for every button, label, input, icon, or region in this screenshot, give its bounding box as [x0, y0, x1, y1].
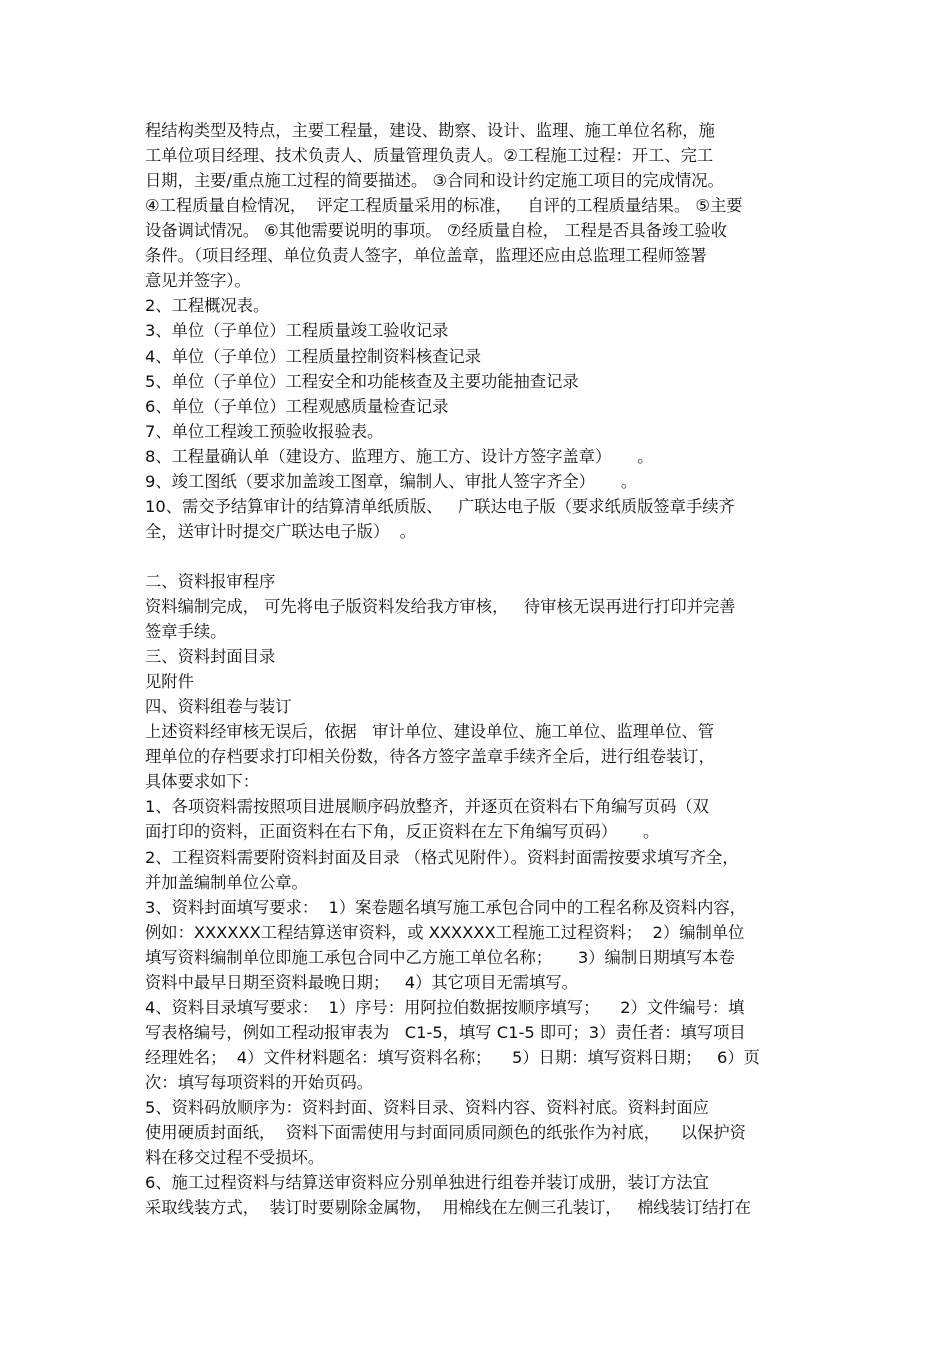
document-line: 4、资料目录填写要求： 1）序号：用阿拉伯数据按顺序填写； 2）文件编号：填: [145, 997, 745, 1017]
document-line: 9、竣工图纸（要求加盖竣工图章，编制人、审批人签字齐全） 。: [145, 471, 638, 491]
document-line: 四、资料组卷与装订: [145, 697, 292, 717]
document-line: 6、单位（子单位）工程观感质量检查记录: [145, 396, 449, 416]
document-line: 程结构类型及特点，主要工程量，建设、勘察、设计、监理、施工单位名称，施: [145, 121, 715, 140]
document-line: 使用硬质封面纸， 资料下面需使用与封面同质同颜色的纸张作为衬底， 以保护资: [145, 1123, 746, 1142]
document-line: 工单位项目经理、技术负责人、质量管理负责人。②工程施工过程：开工、完工: [145, 146, 714, 166]
document-line: 三、资料封面目录: [145, 647, 276, 667]
document-line: 2、工程概况表。: [145, 296, 270, 316]
document-line: 4、单位（子单位）工程质量控制资料核查记录: [145, 346, 481, 366]
document-line: 次：填写每项资料的开始页码。: [145, 1072, 373, 1092]
document-line: 签章手续。: [145, 622, 227, 641]
document-line: 上述资料经审核无误后，依据 审计单位、建设单位、施工单位、监理单位、管: [145, 722, 715, 742]
document-line: 填写资料编制单位即施工承包合同中乙方施工单位名称； 3）编制日期填写本卷: [145, 947, 735, 967]
document-line: 具体要求如下：: [145, 772, 259, 792]
document-line: 全，送审计时提交广联达电子版） 。: [145, 521, 416, 541]
document-line: 5、单位（子单位）工程安全和功能核查及主要功能抽查记录: [145, 371, 579, 391]
document-line: 写表格编号，例如工程动报审表为 C1-5，填写 C1-5 即可；3）责任者：填写项目: [145, 1022, 746, 1042]
document-line: 并加盖编制单位公章。: [145, 872, 308, 892]
document-line: 2、工程资料需要附资料封面及目录 （格式见附件）。资料封面需按要求填写齐全，: [145, 847, 739, 867]
document-line: 面打印的资料，正面资料在右下角，反正资料在左下角编写页码） 。: [145, 822, 660, 842]
document-line: 3、单位（子单位）工程质量竣工验收记录: [145, 321, 449, 341]
document-line: 理单位的存档要求打印相关份数，待各方签字盖章手续齐全后，进行组卷装订，: [145, 747, 715, 767]
document-line: 见附件: [145, 672, 194, 692]
document-line: 二、资料报审程序: [145, 571, 276, 591]
document-line: ④工程质量自检情况， 评定工程质量采用的标准， 自评的工程质量结果。 ⑤主要: [145, 196, 743, 216]
document-line: 1、各项资料需按照项目进展顺序码放整齐，并逐页在资料右下角编写页码（双: [145, 797, 709, 817]
document-line: 例如：XXXXXX工程结算送审资料，或 XXXXXX工程施工过程资料； 2）编制单位: [145, 922, 745, 942]
document-line: 料在移交过程不受损坏。: [145, 1148, 325, 1167]
document-line: 条件。（项目经理、单位负责人签字，单位盖章，监理还应由总监理工程师签署: [145, 246, 707, 266]
document-line: 7、单位工程竣工预验收报验表。: [145, 421, 384, 441]
document-line: 8、工程量确认单（建设方、监理方、施工方、设计方签字盖章） 。: [145, 446, 654, 466]
document-line: 日期，主要/重点施工过程的简要描述。 ③合同和设计约定施工项目的完成情况。: [145, 171, 724, 191]
document-line: 设备调试情况。 ⑥其他需要说明的事项。 ⑦经质量自检， 工程是否具备竣工验收: [145, 221, 728, 241]
document-line: 10、需交予结算审计的结算清单纸质版、 广联达电子版（要求纸质版签章手续齐: [145, 496, 735, 516]
document-line: 资料编制完成， 可先将电子版资料发给我方审核， 待审核无误再进行打印并完善: [145, 597, 736, 616]
document-line: 资料中最早日期至资料最晚日期； 4）其它项目无需填写。: [145, 972, 578, 992]
document-line: 经理姓名； 4）文件材料题名：填写资料名称； 5）日期：填写资料日期； 6）页: [145, 1047, 760, 1067]
document-line: 5、资料码放顺序为：资料封面、资料目录、资料内容、资料衬底。资料封面应: [145, 1098, 709, 1117]
document-line: 意见并签字）。: [145, 271, 251, 291]
document-line: 6、施工过程资料与结算送审资料应分别单独进行组卷并装订成册，装订方法宜: [145, 1173, 709, 1193]
document-line: 采取线装方式， 装订时要剔除金属物， 用棉线在左侧三孔装订， 棉线装订结打在: [145, 1198, 752, 1218]
document-line: 3、资料封面填写要求： 1）案卷题名填写施工承包合同中的工程名称及资料内容，: [145, 897, 746, 917]
